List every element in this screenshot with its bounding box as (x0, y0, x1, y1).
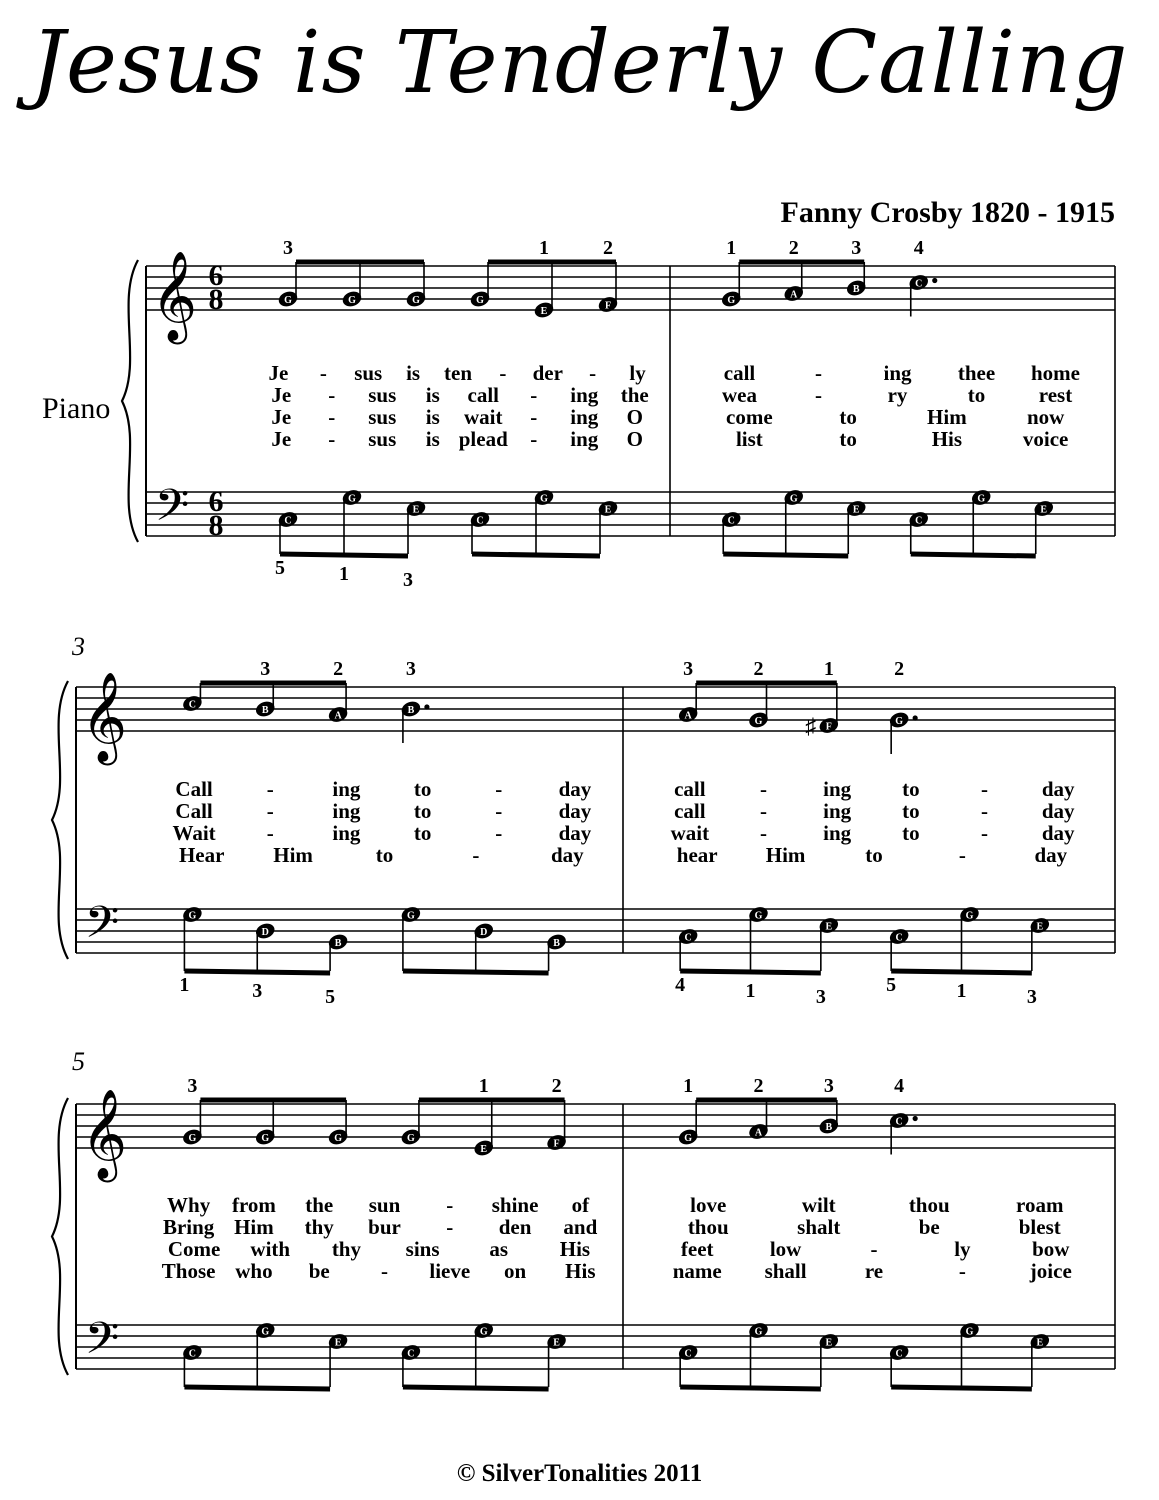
lyric-syllable: - (266, 777, 274, 801)
lyric-syllable: ten (444, 361, 472, 385)
lyric-syllable: - (981, 821, 988, 845)
beam (280, 554, 408, 556)
lyric-syllable: of (571, 1193, 590, 1217)
lyric-syllable: is (406, 361, 421, 385)
lyric-syllable: Those (161, 1259, 216, 1283)
lyric-syllable: ly (629, 361, 646, 385)
note-letter: G (754, 1326, 763, 1338)
instrument-label: Piano (42, 392, 111, 425)
lyric-syllable: wea (722, 383, 757, 407)
lyric-syllable: sins (405, 1237, 440, 1261)
finger-number: 3 (260, 658, 271, 680)
lyric-syllable: - (266, 821, 274, 845)
note-letter: G (684, 1133, 693, 1144)
lyric-syllable: - (815, 361, 822, 385)
lyric-syllable: - (958, 1259, 966, 1283)
song-title: Jesus is Tenderly Calling (30, 13, 1129, 113)
finger-number: 1 (956, 980, 967, 1002)
lyric-syllable: thou (687, 1215, 729, 1239)
lyric-syllable: hear (676, 843, 718, 867)
finger-number: 2 (894, 658, 905, 680)
lyric-syllable: - (495, 821, 503, 845)
note-letter: C (188, 699, 197, 711)
note-letter: E (825, 1337, 833, 1349)
lyric-syllable: to (967, 383, 986, 407)
note-letter: G (348, 295, 356, 306)
finger-number: 2 (753, 1075, 764, 1097)
note-letter: B (553, 938, 560, 949)
note-letter: G (895, 716, 904, 727)
lyric-syllable: His (559, 1237, 591, 1261)
lyric-syllable: - (870, 1237, 878, 1261)
lyric-syllable: ing (570, 405, 599, 429)
note-letter: F (553, 1138, 560, 1150)
lyric-syllable: O (626, 405, 643, 429)
finger-number: 3 (405, 658, 416, 680)
lyric-syllable: Wait (172, 821, 216, 845)
sharp-accidental: ♯ (805, 713, 817, 739)
beam (403, 1387, 549, 1389)
lyric-syllable: re (864, 1259, 884, 1283)
time-signature-top: 6 (208, 259, 224, 292)
lyric-syllable: to (865, 843, 883, 867)
lyric-syllable: name (672, 1259, 722, 1283)
lyric-syllable: - (589, 361, 597, 385)
lyric-syllable: - (499, 361, 507, 385)
note-letter: B (825, 1122, 833, 1133)
lyric-syllable: thy (331, 1237, 362, 1261)
note-letter: A (754, 1127, 763, 1139)
note-letter: C (284, 515, 292, 527)
finger-number: 1 (683, 1075, 694, 1097)
beam (891, 971, 1032, 973)
lyric-syllable: be (918, 1215, 940, 1239)
lyric-syllable: the (620, 383, 649, 407)
time-signature-top: 6 (208, 485, 224, 518)
treble-clef-icon: 𝄞 (150, 252, 198, 339)
finger-number: 1 (745, 980, 756, 1002)
lyric-syllable: love (690, 1193, 727, 1217)
note-letter: E (480, 1144, 488, 1155)
treble-clef-icon: 𝄞 (80, 673, 128, 760)
dot (913, 715, 918, 720)
note-letter: B (261, 705, 269, 716)
lyric-syllable: - (981, 777, 988, 801)
note-letter: C (407, 1348, 415, 1360)
note-letter: E (334, 1337, 342, 1349)
lyric-syllable: day (550, 843, 584, 867)
dot (932, 278, 937, 283)
lyric-syllable: - (381, 1259, 388, 1283)
lyric-syllable: shalt (797, 1215, 841, 1239)
lyric-syllable: ing (332, 799, 361, 823)
measure-number-5: 5 (72, 1047, 85, 1076)
lyric-syllable: His (931, 427, 963, 451)
lyric-syllable: thee (957, 361, 996, 385)
lyric-syllable: ing (570, 383, 599, 407)
lyric-syllable: voice (1022, 427, 1069, 451)
time-signature-bottom: 8 (208, 283, 224, 316)
lyric-syllable: wilt (801, 1193, 836, 1217)
note-letter: G (754, 716, 763, 727)
lyric-syllable: roam (1016, 1193, 1064, 1217)
lyric-syllable: now (1026, 405, 1065, 429)
lyric-syllable: sus (354, 361, 383, 385)
dot (913, 1116, 918, 1121)
brace (122, 260, 138, 542)
note-letter: D (261, 927, 269, 938)
note-letter: E (852, 504, 860, 516)
lyric-syllable: rest (1038, 383, 1073, 407)
note-letter: G (407, 910, 415, 922)
note-letter: E (412, 504, 420, 516)
lyric-syllable: shine (491, 1193, 539, 1217)
finger-number: 5 (275, 557, 285, 579)
lyric-syllable: - (446, 1215, 454, 1239)
lyric-syllable: ly (954, 1237, 971, 1261)
lyric-syllable: day (558, 821, 592, 845)
beam (891, 1387, 1032, 1389)
lyric-syllable: ing (332, 821, 361, 845)
lyric-syllable: call (467, 383, 499, 407)
lyric-syllable: call (674, 799, 706, 823)
lyric-syllable: is (425, 383, 440, 407)
lyric-syllable: Come (167, 1237, 221, 1261)
note-letter: G (348, 493, 356, 505)
beam (472, 554, 600, 556)
beam (403, 971, 549, 973)
finger-number: 1 (339, 563, 349, 585)
lyric-syllable: to (902, 799, 920, 823)
lyric-syllable: bow (1032, 1237, 1070, 1261)
finger-number: 5 (325, 986, 336, 1008)
lyric-syllable: and (563, 1215, 598, 1239)
lyric-syllable: to (413, 799, 432, 823)
brace (52, 1098, 68, 1375)
lyric-syllable: - (958, 843, 966, 867)
note-letter: G (754, 910, 763, 922)
brace (52, 681, 68, 959)
beam (723, 554, 848, 556)
finger-number: 1 (179, 974, 190, 996)
lyric-syllable: - (495, 777, 503, 801)
note-letter: G (188, 910, 197, 922)
finger-number: 4 (675, 974, 686, 996)
lyric-syllable: His (565, 1259, 596, 1283)
note-letter: A (684, 710, 692, 722)
lyric-syllable: ing (332, 777, 361, 801)
note-letter: B (852, 284, 860, 295)
lyric-syllable: Him (765, 843, 806, 867)
note-letter: E (825, 921, 833, 933)
lyric-syllable: - (530, 383, 538, 407)
note-letter: E (1040, 504, 1048, 516)
note-letter: G (540, 493, 548, 505)
lyric-syllable: day (1041, 799, 1075, 823)
note-letter: C (915, 278, 923, 290)
finger-number: 1 (539, 237, 549, 259)
lyric-syllable: to (839, 427, 857, 451)
finger-number: 2 (788, 237, 799, 259)
lyric-syllable: with (250, 1237, 291, 1261)
finger-number: 2 (333, 658, 344, 680)
lyric-syllable: Je (271, 405, 292, 429)
treble-clef-icon: 𝄞 (80, 1090, 128, 1177)
lyric-syllable: on (503, 1259, 527, 1283)
lyric-syllable: Him (273, 843, 313, 867)
lyric-syllable: Why (167, 1193, 211, 1217)
lyric-syllable: day (1041, 777, 1075, 801)
copyright-notice: © SilverTonalities 2011 (456, 1460, 703, 1487)
finger-number: 1 (726, 237, 737, 259)
lyric-syllable: Him (927, 405, 967, 429)
note-letter: C (476, 515, 484, 527)
note-letter: C (684, 1348, 692, 1360)
finger-number: 3 (187, 1075, 198, 1097)
note-letter: C (188, 1348, 197, 1360)
note-letter: G (188, 1133, 197, 1144)
lyric-syllable: - (530, 405, 538, 429)
note-letter: G (727, 295, 736, 306)
note-letter: E (553, 1337, 560, 1349)
lyric-syllable: O (626, 427, 643, 451)
lyric-syllable: sus (368, 427, 397, 451)
lyric-syllable: - (446, 1193, 454, 1217)
note-letter: C (895, 1348, 903, 1360)
note-letter: G (479, 1326, 488, 1338)
lyric-syllable: der (532, 361, 563, 385)
lyric-syllable: shall (764, 1259, 807, 1283)
finger-number: 3 (1026, 986, 1037, 1008)
beam (184, 971, 330, 973)
finger-number: 3 (283, 237, 293, 259)
lyric-syllable: Je (271, 383, 292, 407)
lyric-syllable: ing (823, 799, 852, 823)
lyric-syllable: list (735, 427, 763, 451)
lyric-syllable: day (558, 799, 592, 823)
note-letter: C (895, 932, 903, 944)
lyric-syllable: - (981, 799, 988, 823)
lyric-syllable: home (1031, 361, 1080, 385)
lyric-syllable: to (375, 843, 394, 867)
lyric-syllable: - (760, 777, 767, 801)
bass-clef-icon: 𝄢 (84, 898, 120, 958)
lyric-syllable: ing (823, 777, 852, 801)
note-letter: B (334, 938, 342, 949)
lyric-syllable: is (425, 405, 440, 429)
lyric-syllable: Call (175, 799, 213, 823)
finger-number: 2 (551, 1075, 562, 1097)
note-letter: G (261, 1326, 270, 1338)
note-letter: G (476, 295, 484, 306)
lyric-syllable: Je (268, 361, 289, 385)
note-letter: G (965, 910, 974, 922)
lyric-syllable: call (674, 777, 706, 801)
lyric-syllable: - (530, 427, 538, 451)
lyric-syllable: ing (883, 361, 912, 385)
beam (680, 1387, 821, 1389)
note-letter: G (284, 295, 292, 306)
lyric-syllable: blest (1018, 1215, 1061, 1239)
finger-number: 3 (683, 658, 694, 680)
note-letter: G (334, 1133, 342, 1144)
lyric-syllable: - (760, 821, 767, 845)
note-letter: G (977, 493, 986, 505)
lyric-syllable: to (839, 405, 857, 429)
lyric-syllable: sus (368, 405, 397, 429)
lyric-syllable: ing (823, 821, 852, 845)
lyric-syllable: feet (680, 1237, 714, 1261)
lyric-syllable: wait (670, 821, 710, 845)
note-letter: C (684, 932, 692, 944)
note-letter: G (965, 1326, 974, 1338)
lyric-syllable: who (235, 1259, 273, 1283)
lyric-syllable: Him (234, 1215, 274, 1239)
lyric-syllable: day (1041, 821, 1075, 845)
note-letter: E (1036, 1337, 1044, 1349)
note-letter: E (1036, 921, 1044, 933)
lyric-syllable: call (723, 361, 756, 385)
lyric-syllable: joice (1029, 1259, 1072, 1283)
finger-number: 4 (894, 1075, 905, 1097)
lyric-syllable: - (328, 383, 336, 407)
finger-number: 2 (753, 658, 764, 680)
lyric-syllable: ing (570, 427, 599, 451)
note-letter: G (407, 1133, 415, 1144)
lyric-syllable: - (328, 427, 336, 451)
lyric-syllable: Call (175, 777, 213, 801)
lyric-syllable: sus (368, 383, 397, 407)
note-letter: G (261, 1133, 270, 1144)
lyric-syllable: - (328, 405, 336, 429)
finger-number: 5 (886, 974, 897, 996)
lyric-syllable: low (769, 1237, 802, 1261)
lyric-syllable: den (498, 1215, 532, 1239)
finger-number: 1 (823, 658, 834, 680)
note-letter: D (480, 927, 488, 938)
note-letter: G (412, 295, 420, 306)
lyric-syllable: - (760, 799, 767, 823)
note-letter: A (790, 289, 798, 301)
note-letter: C (895, 1116, 903, 1128)
beam (680, 971, 821, 973)
finger-number: 3 (403, 569, 413, 591)
finger-number: 3 (851, 237, 862, 259)
composer-credit: Fanny Crosby 1820 - 1915 (780, 196, 1115, 229)
lyric-syllable: thy (304, 1215, 334, 1239)
lyric-syllable: plead (458, 427, 508, 451)
finger-number: 2 (603, 237, 613, 259)
lyric-syllable: to (902, 821, 920, 845)
lyric-syllable: the (305, 1193, 334, 1217)
lyric-syllable: thou (908, 1193, 950, 1217)
lyric-syllable: - (495, 799, 503, 823)
lyric-syllable: - (815, 383, 822, 407)
bass-clef-icon: 𝄢 (84, 1314, 120, 1374)
note-letter: C (915, 515, 923, 527)
lyric-syllable: - (266, 799, 274, 823)
finger-number: 3 (252, 980, 263, 1002)
lyric-syllable: as (489, 1237, 509, 1261)
measure-number-3: 3 (72, 632, 85, 661)
lyric-syllable: to (902, 777, 920, 801)
note-letter: F (604, 300, 612, 312)
bass-clef-icon: 𝄢 (154, 481, 190, 541)
note-letter: B (407, 705, 415, 716)
finger-number: 1 (478, 1075, 489, 1097)
beam (184, 1387, 330, 1389)
lyric-syllable: sun (368, 1193, 401, 1217)
lyric-syllable: is (425, 427, 440, 451)
lyric-syllable: be (308, 1259, 330, 1283)
lyric-syllable: wait (464, 405, 503, 429)
finger-number: 3 (815, 986, 826, 1008)
note-letter: C (727, 515, 735, 527)
lyric-syllable: Je (271, 427, 292, 451)
finger-number: 4 (913, 237, 924, 259)
lyric-syllable: to (413, 821, 432, 845)
lyric-syllable: day (558, 777, 592, 801)
beam (911, 554, 1036, 556)
lyric-syllable: to (413, 777, 432, 801)
lyric-syllable: Hear (178, 843, 225, 867)
lyric-syllable: lieve (429, 1259, 471, 1283)
lyric-syllable: - (472, 843, 480, 867)
finger-number: 3 (823, 1075, 834, 1097)
note-letter: G (789, 493, 798, 505)
note-letter: A (334, 710, 342, 722)
lyric-syllable: day (1034, 843, 1068, 867)
note-letter: F (825, 721, 832, 733)
lyric-syllable: - (319, 361, 327, 385)
note-letter: E (604, 504, 612, 516)
time-signature-bottom: 8 (208, 509, 224, 542)
lyric-syllable: from (231, 1193, 276, 1217)
lyric-syllable: Bring (162, 1215, 215, 1239)
lyric-syllable: ry (887, 383, 908, 407)
lyric-syllable: bur (368, 1215, 401, 1239)
dot (424, 704, 429, 709)
note-letter: E (540, 306, 548, 317)
lyric-syllable: come (726, 405, 773, 429)
